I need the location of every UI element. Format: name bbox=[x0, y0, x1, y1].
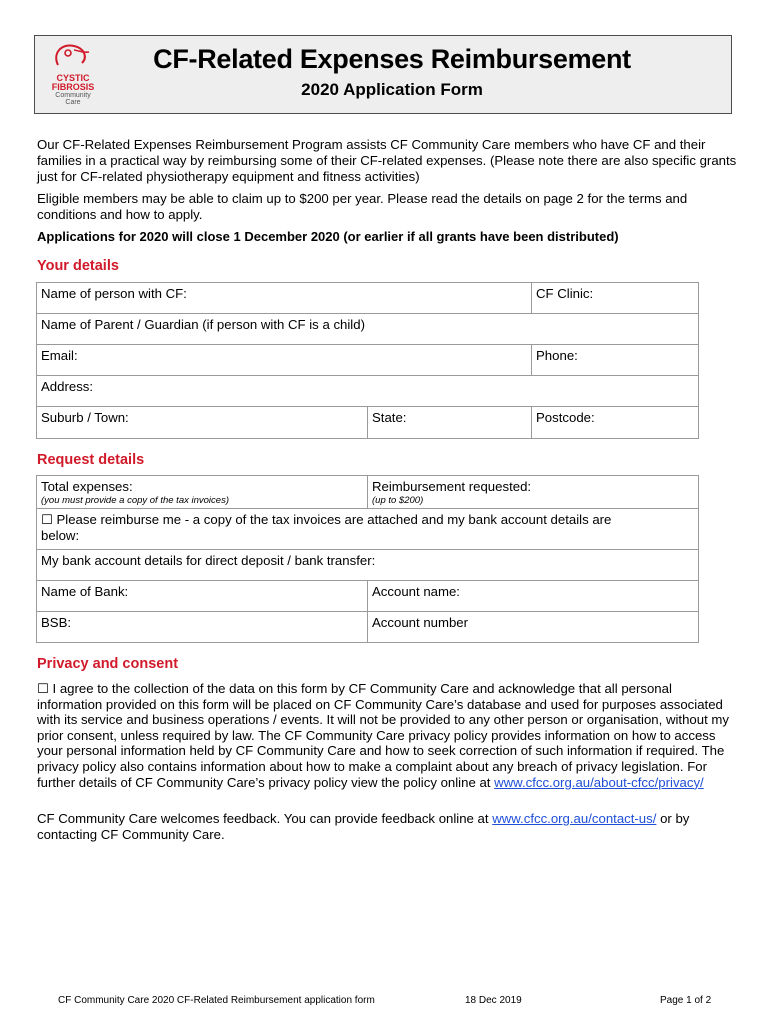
state-label: State: bbox=[372, 410, 407, 425]
suburb-field[interactable] bbox=[37, 407, 368, 439]
reimbursement-field[interactable] bbox=[368, 476, 699, 509]
email-label: Email: bbox=[41, 348, 78, 363]
state-field[interactable] bbox=[368, 407, 532, 439]
bank-details-label: My bank account details for direct deposit / bank transfer: bbox=[41, 553, 376, 568]
total-expenses-field[interactable] bbox=[37, 476, 368, 509]
account-name-label: Account name: bbox=[372, 584, 460, 599]
reimburse-checkbox-label: ☐ Please reimburse me - a copy of the tax invoices are attached and my bank account details are bbox=[41, 512, 612, 527]
account-name-field[interactable] bbox=[368, 581, 699, 612]
suburb-label: Suburb / Town: bbox=[41, 410, 129, 425]
privacy-policy-link[interactable]: www.cfcc.org.au/about-cfcc/privacy/ bbox=[494, 774, 704, 790]
page-subtitle: 2020 Application Form bbox=[301, 80, 483, 99]
section-request-details: Request details bbox=[37, 452, 145, 468]
footer-date: 18 Dec 2019 bbox=[465, 995, 522, 1006]
email-field[interactable] bbox=[37, 345, 532, 376]
logo-text-line2: FIBROSIS bbox=[51, 82, 95, 92]
phone-label: Phone: bbox=[536, 348, 578, 363]
reimbursement-label: Reimbursement requested: bbox=[372, 479, 532, 494]
parent-field[interactable] bbox=[37, 314, 699, 345]
address-label: Address: bbox=[41, 379, 94, 394]
intro-paragraph-1: Our CF-Related Expenses Reimbursement Program assists CF Community Care members who have CF and their families in a practical way by reimbursing some of their CF-related expenses. (Please note there are also specific grants just for CF-related physiotherapy equipment and fitness activities) bbox=[37, 137, 737, 184]
bank-name-label: Name of Bank: bbox=[41, 584, 129, 599]
address-field[interactable] bbox=[37, 376, 699, 407]
logo-text-line4: Care bbox=[65, 99, 81, 106]
reimburse-checkbox-label-cont: below: bbox=[41, 528, 80, 543]
intro-paragraph-2: Eligible members may be able to claim up to $200 per year. Please read the details on page 2 for the terms and conditions and how to apply. bbox=[37, 191, 688, 222]
bank-name-field[interactable] bbox=[37, 581, 368, 612]
total-expenses-hint: (you must provide a copy of the tax invoices) bbox=[41, 495, 229, 506]
bsb-label: BSB: bbox=[41, 615, 72, 630]
postcode-label: Postcode: bbox=[536, 410, 595, 425]
section-your-details: Your details bbox=[37, 258, 119, 274]
account-number-field[interactable] bbox=[368, 612, 699, 643]
privacy-consent-checkbox[interactable] bbox=[37, 681, 737, 790]
feedback-text-end: or by contacting CF Community Care. bbox=[37, 811, 690, 842]
reimburse-checkbox[interactable] bbox=[37, 509, 699, 550]
section-privacy: Privacy and consent bbox=[37, 656, 179, 672]
account-number-label: Account number bbox=[372, 615, 469, 630]
total-expenses-label: Total expenses: bbox=[41, 479, 133, 494]
your-details-table bbox=[36, 282, 699, 439]
clinic-field[interactable] bbox=[532, 283, 699, 314]
reimbursement-hint: (up to $200) bbox=[372, 495, 424, 506]
clinic-label: CF Clinic: bbox=[536, 286, 594, 301]
cf-logo bbox=[44, 41, 102, 109]
privacy-text: ☐ I agree to the collection of the data on this form by CF Community Care and acknowledge that all personal information provided on this form will be placed on CF Community Care’s database and used for purposes associated with its service and business operations / events. It will not be provided to any other person or organisation, without my prior consent, unless required by law. The CF Community Care privacy policy provides information on how to access your personal information held by CF Community Care and how to seek correction of such information if required. The privacy policy also contains information about how to make a complaint about any breach of privacy legislation. For further details of CF Community Care’s privacy policy view the policy online at bbox=[37, 681, 729, 790]
logo-mark-icon bbox=[44, 41, 102, 69]
postcode-field[interactable] bbox=[532, 407, 699, 439]
footer-doc-title: CF Community Care 2020 CF-Related Reimbursement application form bbox=[58, 995, 375, 1006]
bank-details-intro bbox=[37, 550, 699, 581]
contact-us-link[interactable]: www.cfcc.org.au/contact-us/ bbox=[492, 811, 657, 826]
bsb-field[interactable] bbox=[37, 612, 368, 643]
feedback-text: CF Community Care welcomes feedback. You can provide feedback online at bbox=[37, 811, 493, 826]
logo-text-line1: CYSTIC bbox=[56, 73, 90, 83]
feedback-paragraph bbox=[37, 811, 737, 843]
footer-page-number: Page 1 of 2 bbox=[660, 995, 712, 1006]
logo-text-line3: Community bbox=[55, 92, 91, 99]
request-details-table bbox=[36, 475, 699, 643]
name-label: Name of person with CF: bbox=[41, 286, 187, 301]
page-title: CF-Related Expenses Reimbursement bbox=[153, 44, 631, 74]
closing-date-notice: Applications for 2020 will close 1 December 2020 (or earlier if all grants have been distributed) bbox=[37, 229, 619, 244]
name-field[interactable] bbox=[37, 283, 532, 314]
parent-label: Name of Parent / Guardian (if person with CF is a child) bbox=[41, 317, 365, 332]
phone-field[interactable] bbox=[532, 345, 699, 376]
